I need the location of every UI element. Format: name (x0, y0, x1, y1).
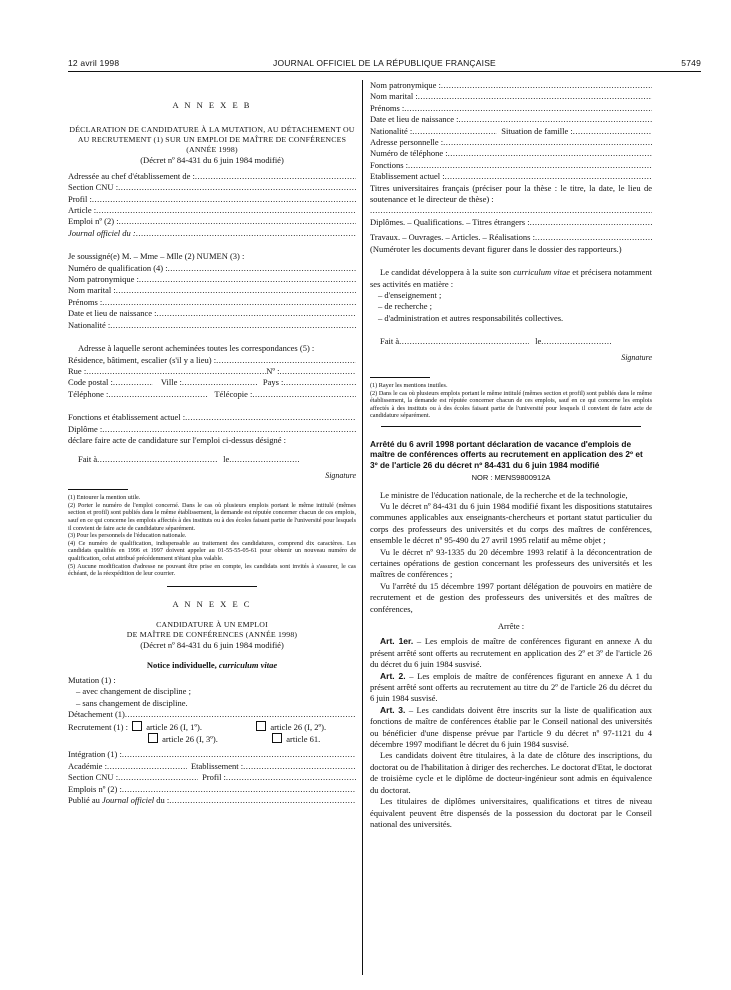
annexe-c-heading: A N N E X E C (172, 598, 252, 609)
article-paragraph: Art. 1er. – Les emplois de maître de conférences figurant en annexe A du présent arrêté sont offerts au recrutement en application des 2º et 3º de l'article 26 du décret du 6 juin 1984 susvisé. (370, 636, 653, 670)
diplome-line: Diplôme : ..... (68, 424, 356, 435)
academie-line: Académie : ..... Etablissement : ..... (68, 761, 356, 772)
form-field-line: Emploi nº (2) : ..... (68, 216, 356, 227)
candidat-text: Le candidat développera à la suite son curriculum vitae et précisera notamment ses activités en matière : (370, 267, 652, 289)
form-field-line: Numéro de qualification (4) : ..... (68, 263, 356, 274)
annexe-b-title: DÉCLARATION DE CANDIDATURE À LA MUTATION, AU DÉTACHEMENT OU AU RECRUTEMENT (1) SUR UN EMPLOI DE MAÎTRE DE CONFÉRENCES (ANNÉE 1998) (69, 125, 355, 155)
arrete-visas (370, 490, 652, 615)
cv-footnotes (370, 382, 652, 420)
checkbox-art26-1[interactable] (132, 721, 142, 731)
activity-item-1: – d'enseignement ; (378, 289, 442, 300)
notice-title: Notice individuelle, curriculum vitae (146, 659, 278, 670)
visa-paragraph: Vu le décret nº 93-1335 du 20 décembre 1993 relatif à la déconcentration de certaines opérations de gestion concernant les professeurs des universités et les maîtres de conférences ; (370, 546, 652, 580)
column-divider (362, 80, 363, 975)
recrutement-line-1: Recrutement (1) : article 26 (I, 1º). article 26 (I, 2º). (68, 721, 327, 732)
recrutement-line-2: article 26 (I, 3º). article 61. (68, 733, 356, 745)
rue-line: Rue : ..... Nº : ..... (68, 366, 356, 377)
article-paragraph: Les candidats doivent être titulaires, à la date de clôture des inscriptions, du doctorat ou de l'habilitation à diriger des recherches. Le doctorat d'Etat, le doctorat de troisième cycle et le diplôme de docteur-ingénieur sont admis en équivalence du doctorat. (370, 750, 652, 795)
form-field-line: Nom marital : ..... (370, 91, 652, 102)
checkbox-art61[interactable] (272, 733, 282, 743)
page-number: 5749 (681, 58, 701, 68)
titres-line: Titres universitaires français (préciser pour la thèse : le titre, la date, le lieu de soutenance et le directeur de thèse) : (370, 182, 652, 205)
article-paragraph: Art. 2. – Les emplois de maître de conférences figurant en annexe A 1 du présent arrêté sont offerts au recrutement au titre du 2º de l'article 26 du décret du 6 juin 1984 susvisé. (370, 670, 652, 704)
form-field-line: Profil : ..... (68, 194, 356, 205)
form-field-line: Prénoms : ..... (68, 297, 356, 308)
fait-line: Fait à ..... le ..... (68, 454, 356, 465)
section-line: Section CNU : ..... Profil : ..... (68, 772, 356, 783)
header-date: 12 avril 1998 (68, 58, 120, 68)
arrete-title: Arrêté du 6 avril 1998 portant déclaration de vacance d'emplois de maître de conférences offerts au recrutement en application des 2º et 3º de l'article 26 du décret nº 84-431 du 6 juin 1984 modifié (370, 438, 643, 470)
checkbox-art26-3[interactable] (148, 733, 158, 743)
mutation-label: Mutation (1) : (68, 674, 116, 685)
adresse-text: Adresse à laquelle seront acheminées toutes les correspondances (5) : (78, 343, 315, 354)
annexe-c-title2: DE MAÎTRE DE CONFÉRENCES (ANNÉE 1998) (126, 630, 298, 640)
form-field-line: Section CNU : ..... (68, 182, 356, 193)
annexe-b-heading: A N N E X E B (172, 100, 252, 110)
declare-line: déclare faire acte de candidature sur l'emploi ci-dessus désigné : (68, 434, 286, 445)
mutation-option-2: – sans changement de discipline. (76, 697, 188, 708)
travaux-line: Travaux. – Ouvrages. – Articles. – Réalisations : ..... (370, 232, 652, 243)
footnote: (1) Rayer les mentions inutiles. (370, 381, 448, 389)
left-column (68, 80, 356, 806)
footnote-rule-right (370, 377, 430, 378)
right-column (370, 80, 652, 830)
form-field-line: Nom patronymique : ..... (68, 274, 356, 285)
mutation-option-1: – avec changement de discipline ; (76, 686, 191, 697)
activity-item-3: – d'administration et autres responsabilités collectives. (378, 312, 564, 323)
soussigne-line: Je soussigné(e) M. – Mme – Mlle (2) NUMEN (3) : (68, 251, 245, 262)
checkbox-art26-2[interactable] (256, 721, 266, 731)
fait-line-right: Fait à ..... le ..... (370, 336, 652, 347)
cp-line: Code postal : ..... Ville : ..... Pays : ..... (68, 377, 356, 388)
form-field-line: Adresse personnelle : ..... (370, 137, 652, 148)
annexe-b-decree: (Décret nº 84-431 du 6 juin 1984 modifié) (140, 155, 284, 166)
article-paragraph: Les titulaires de diplômes universitaires, qualifications et titres de niveau équivalent peuvent être dispensés de la possession du doctorat par le Conseil national des universités. (370, 796, 652, 829)
footnote: (2) Dans le cas où plusieurs emplois portant le même intitulé (mêmes section et profil) sont publiés dans le même établissement, la demande est réputée concerner chacun de ces emplois, sauf en ce qui concerne les emplois affectés à des instituts ou à des écoles faisant partie de l'université pour lesquels il convient de faire acte de candidature séparément. (370, 389, 652, 420)
visa-paragraph: Le ministre de l'éducation nationale, de la recherche et de la technologie, (380, 489, 628, 500)
form-field-line: Journal officiel du : ..... (68, 228, 356, 239)
footnote: (1) Entourer la mention utile. (68, 494, 141, 502)
footnote: (3) Pour les personnels de l'éducation nationale. (68, 532, 187, 540)
residence-line: Résidence, bâtiment, escalier (s'il y a lieu) : ..... (68, 355, 356, 366)
integration-line: Intégration (1) : ..... (68, 749, 356, 760)
form-field-line: Numéro de téléphone : ..... (370, 148, 652, 159)
annexe-b-fields (68, 171, 356, 239)
tel-line: Téléphone : ..... Télécopie : ..... (68, 389, 356, 400)
fonctions-line: Fonctions et établissement actuel : ..... (68, 412, 356, 423)
form-field-line: Fonctions : ..... (370, 160, 652, 171)
diplomes-line: Diplômes. – Qualifications. – Titres étrangers : ..... (370, 217, 652, 228)
titres-dots (370, 205, 652, 216)
signature-label: Signature (325, 470, 356, 480)
form-field-line: Date et lieu de naissance : ..... (370, 114, 652, 125)
activity-item-2: – de recherche ; (378, 301, 433, 312)
footnote: (5) Aucune modification d'adresse ne pouvant être prise en compte, les candidats sont invités à s'assurer, le cas échéant, de la réexpédition de leur courrier. (68, 562, 356, 578)
annexe-c-title1: CANDIDATURE À UN EMPLOI (156, 620, 268, 630)
numeroter-note: (Numéroter les documents devant figurer dans le dossier des rapporteurs.) (370, 243, 622, 254)
visa-paragraph: Vu l'arrêté du 15 décembre 1997 portant délégation de pouvoirs en matière de recrutement et de gestion des professeurs des universités et des maîtres de conférences, (370, 580, 652, 614)
identity-fields (68, 263, 356, 331)
arrete-label: Arrête : (497, 621, 525, 631)
form-field-line: Article : ..... (68, 205, 356, 216)
form-field-line: Prénoms : ..... (370, 103, 652, 114)
article-paragraph: Art. 3. – Les candidats doivent être inscrits sur la liste de qualification aux fonctions de maître de conférences établie par le Conseil national des universités ou bénéficier d'une dispense prévue par l'article 9 du décret nº 97-1121 du 4 décembre 1997 modifiant le décret du 6 juin 1984 susvisé. (370, 704, 652, 750)
publie-line: Publié au Journal officiel du : ..... (68, 795, 356, 806)
arrete-articles (370, 636, 652, 750)
emploi-line: Emplois nº (2) : ..... (68, 784, 356, 795)
footnote: (4) Ce numéro de qualification, indispensable au traitement des candidatures, comprend dix caractères. Les candidats qualifiés en 1996 et 1997 doivent appeler au 01-55-55-05-61 pour obtenir un nouveau numéro de qualification, celui attribué précédemment n'étant plus valable. (68, 539, 356, 562)
annexe-b-footnotes (68, 494, 356, 578)
visa-paragraph: Vu le décret nº 84-431 du 6 juin 1984 modifié fixant les dispositions statutaires communes applicables aux enseignants-chercheurs et portant statut particulier du corps des professeurs des universités et du corps des maîtres de conférences, ensemble le décret nº 95-490 du 27 avril 1995 relatif au même objet ; (370, 500, 652, 546)
form-field-line: Nationalité : ..... (68, 320, 356, 331)
signature-label-right: Signature (621, 352, 652, 362)
form-field-line: Etablissement actuel : ..... (370, 171, 652, 182)
arrete-tail (370, 750, 652, 830)
header-rule (68, 71, 701, 72)
form-field-line: Adressée au chef d'établissement de : ..... (68, 171, 356, 182)
form-field-line: Nom marital : ..... (68, 285, 356, 296)
cv-identity-fields (370, 80, 652, 126)
end-rule (167, 586, 257, 587)
footnote: (2) Porter le numéro de l'emploi concerné. Dans le cas où plusieurs emplois portant le même intitulé (mêmes section et profil) sont publiés dans le même établissement, la demande est réputée concerner chacun de ces emplois, sauf en ce qui concerne les emplois affectés à des instituts ou à des écoles faisant partie de l'université pour lesquels il convient de faire acte de candidature séparément. (68, 501, 356, 532)
form-field-line: Date et lieu de naissance : ..... (68, 308, 356, 319)
footnote-rule (68, 489, 128, 490)
detachement-line: Détachement (1) ..... (68, 709, 356, 720)
nor-reference: NOR : MENS9800912A (471, 473, 551, 483)
nationalite-line: Nationalité : ..... Situation de famille : ..... (370, 126, 652, 137)
form-field-line: Nom patronymique : ..... (370, 80, 652, 91)
journal-title: JOURNAL OFFICIEL DE LA RÉPUBLIQUE FRANÇAISE (273, 58, 496, 68)
cv-contact-fields (370, 137, 652, 183)
annexe-c-decree: (Décret nº 84-431 du 6 juin 1984 modifié) (140, 640, 284, 651)
